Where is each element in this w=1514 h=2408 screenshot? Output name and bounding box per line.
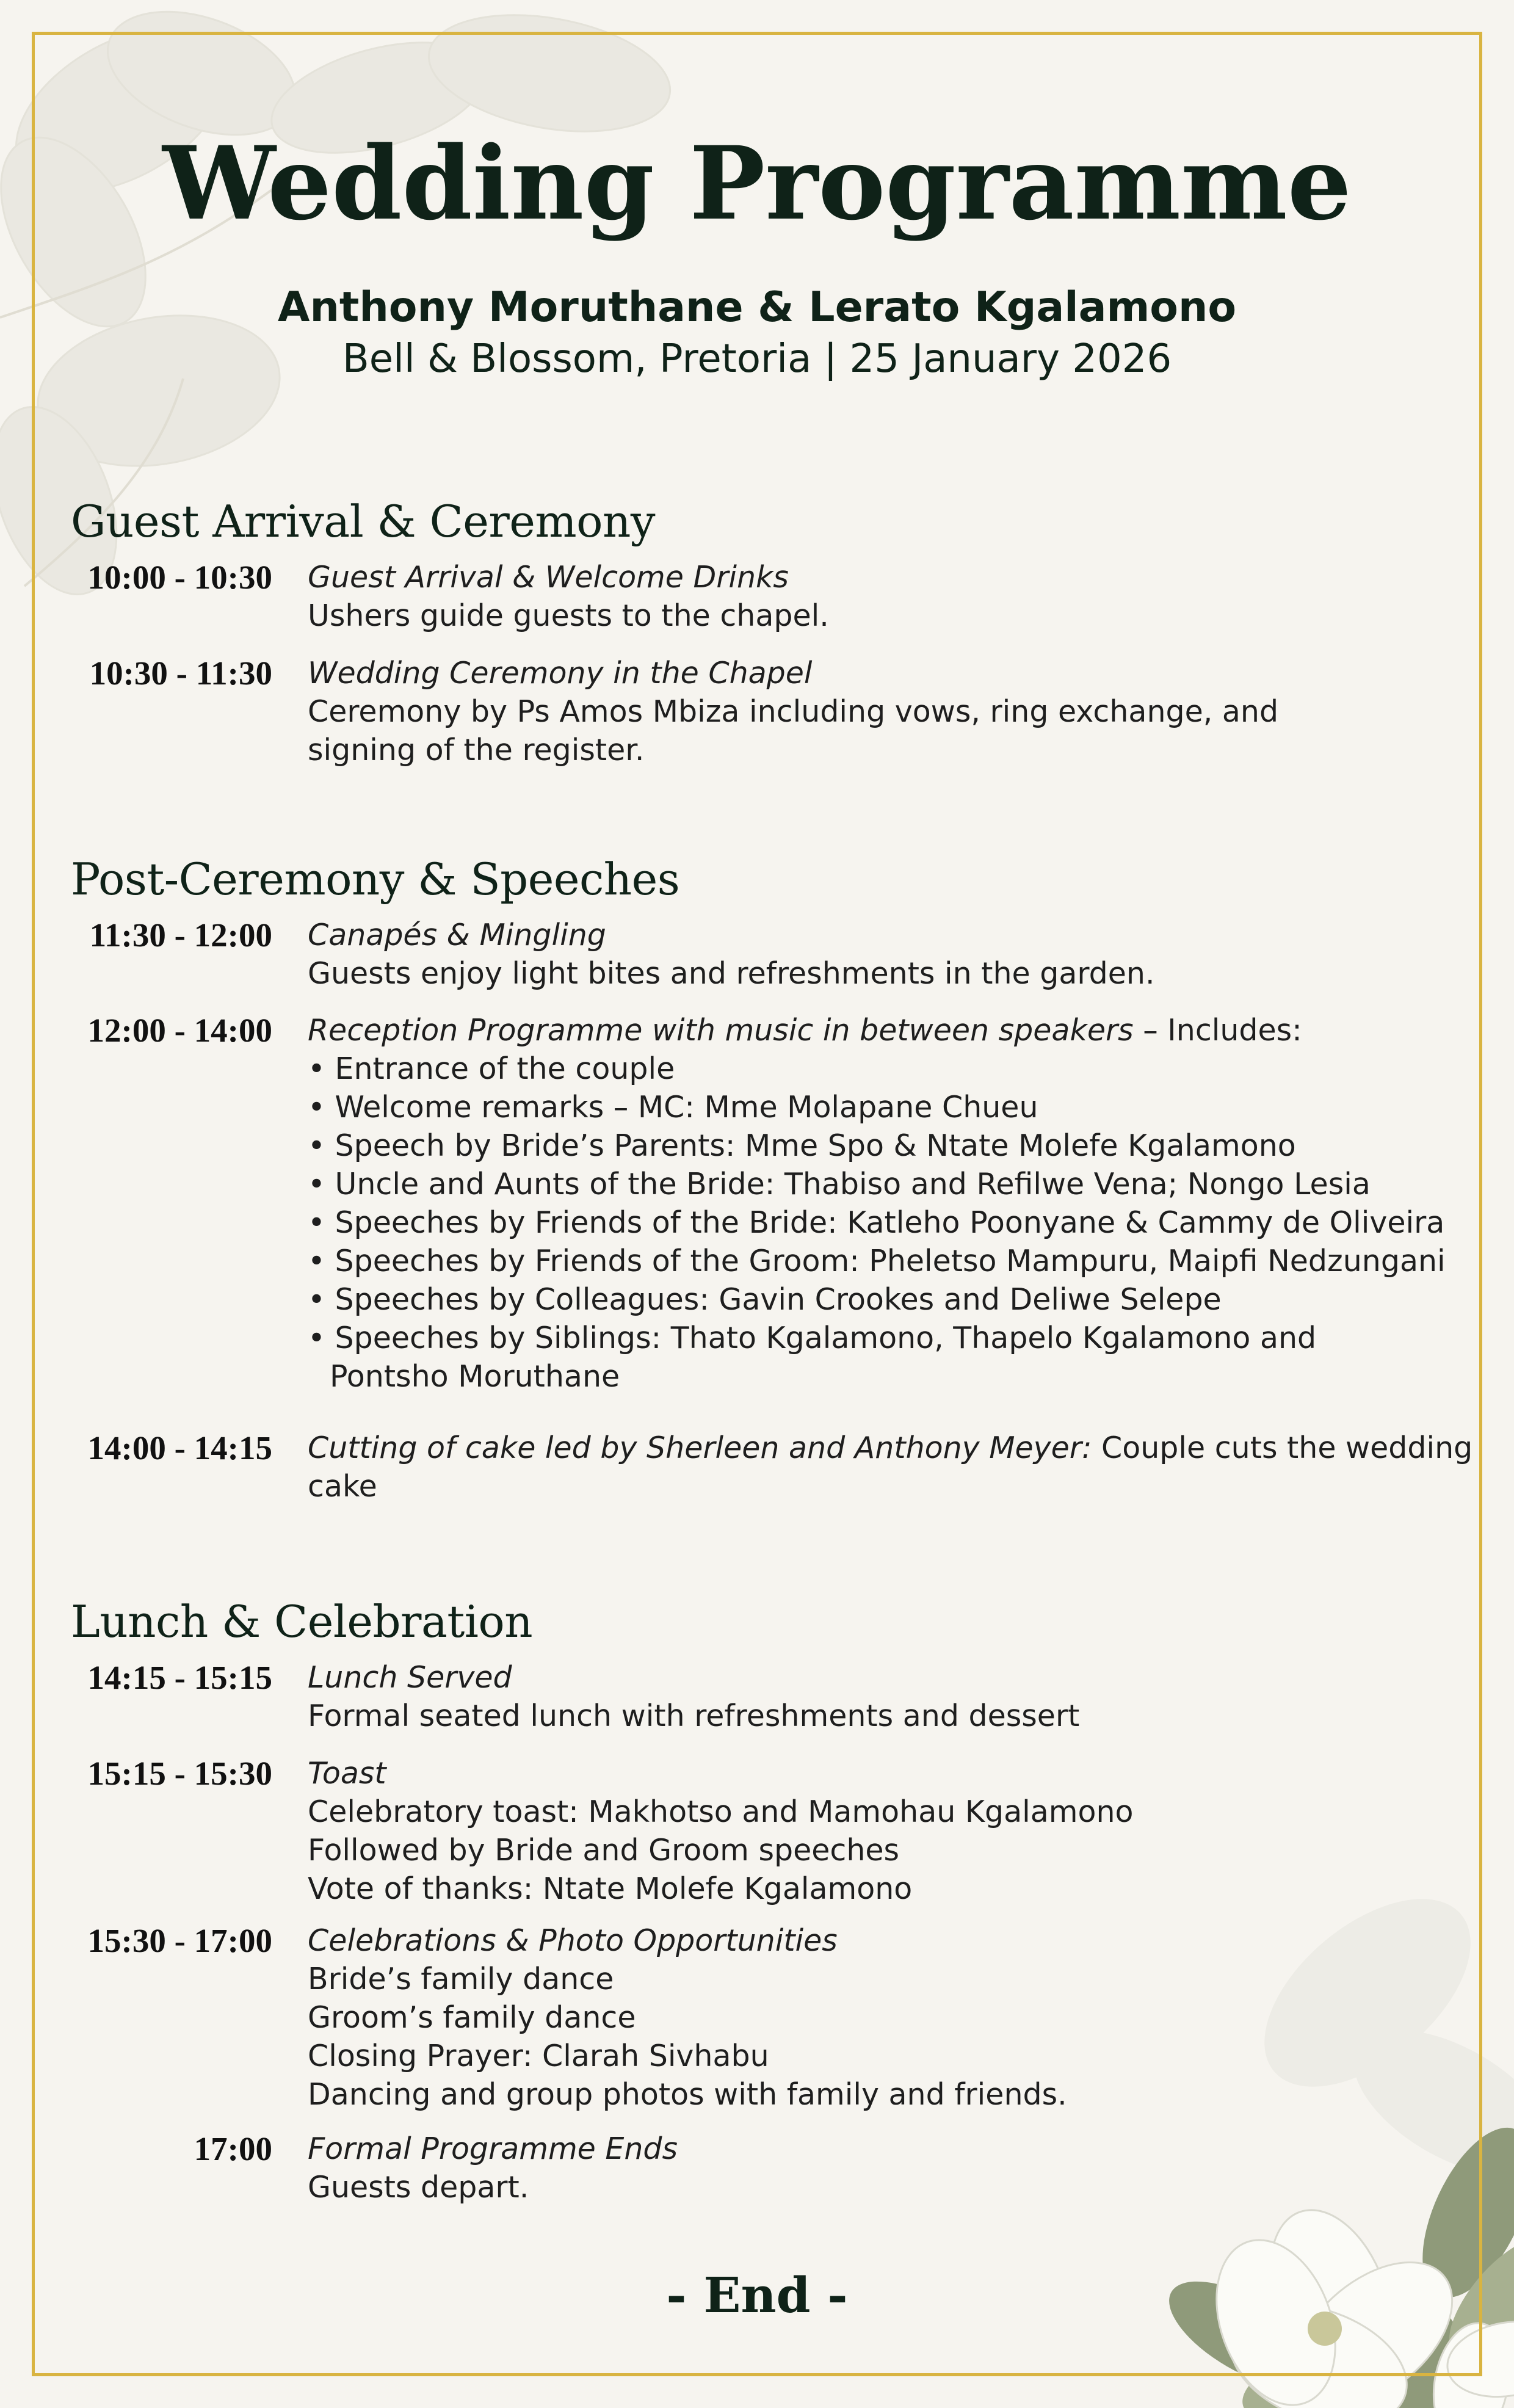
event-heading: Guest Arrival & Welcome Drinks [308,560,789,595]
end-marker: - End - [666,2266,848,2324]
event-detail: Guests depart. [308,2170,529,2205]
event-detail: Vote of thanks: Ntate Molefe Kgalamono [308,1871,913,1906]
event-time: 14:00 - 14:15 [87,1429,272,1467]
event-heading: Celebrations & Photo Opportunities [308,1923,838,1958]
event-detail: Guests enjoy light bites and refreshments in the garden. [308,956,1155,991]
event-toast [308,1754,1419,1908]
event-celebrations [308,1921,1419,2114]
event-detail: Followed by Bride and Groom speeches [308,1833,900,1868]
page-title: Wedding Programme [162,124,1352,242]
bullet-item: Speeches by Colleagues: Gavin Crookes and Deliwe Selepe [335,1282,1222,1317]
bullet-item: Speeches by Siblings: Thato Kgalamono, Thapelo Kgalamono and Pontsho Moruthane [330,1321,1317,1394]
event-time: 17:00 [194,2130,272,2167]
event-detail: Dancing and group photos with family and friends. [308,2077,1067,2112]
event-wedding-ceremony [308,654,1419,769]
bullet-item: Entrance of the couple [335,1051,675,1086]
event-cake-cutting [308,1429,1473,1506]
event-heading: Cutting of cake led by Sherleen and Anthony Meyer: [308,1431,1092,1465]
event-detail: cake [308,1469,377,1504]
event-guest-arrival [308,558,1419,635]
event-heading: Wedding Ceremony in the Chapel [308,656,813,691]
event-heading: Canapés & Mingling [308,918,606,952]
event-time: 10:00 - 10:30 [87,559,272,596]
event-heading: Reception Programme with music in between speakers [308,1013,1134,1048]
event-time: 15:15 - 15:30 [87,1755,272,1792]
couple-names: Anthony Moruthane & Lerato Kgalamono [277,283,1237,332]
event-detail: Celebratory toast: Makhotso and Mamohau Kgalamono [308,1794,1134,1829]
bullet-item: Uncle and Aunts of the Bride: Thabiso and Refilwe Vena; Nongo Lesia [335,1167,1371,1202]
event-time: 15:30 - 17:00 [87,1922,272,1959]
event-programme-ends [308,2130,1419,2207]
event-reception-programme: Reception Programme with music in between speakers – Includes: • Entrance of the couple • Welcome remarks – MC: Mme Molapane Chueu • Speech by Bride’s Parents: Mme Spo & Ntate Molefe Kgalamono • Uncle and Aunts of the Bride: Thabiso and Refilwe Vena; Nongo Lesia • Speeches by Friends of the Bride: Katleho Poonyane & Cammy de Oliveira • Speeches by Friends of the Groom: Pheletso Mampuru, Maipfi Nedzungani • Speeches by Colleagues: Gavin Crookes and Deliwe Selepe • Speeches by Siblings: Thato Kgalamono, Thapelo Kgalamono and Pontsho Moruthane [308,1013,1446,1394]
event-detail: Formal seated lunch with refreshments and dessert [308,1699,1080,1733]
section-title-post-ceremony: Post-Ceremony & Speeches [71,854,680,905]
section-title-lunch-celebration: Lunch & Celebration [71,1596,533,1647]
event-canapes [308,916,1419,993]
event-time: 10:30 - 11:30 [89,655,272,692]
event-time: 14:15 - 15:15 [87,1659,272,1696]
event-detail: Ushers guide guests to the chapel. [308,598,829,633]
event-time: 12:00 - 14:00 [87,1012,272,1049]
bullet-item: Speech by Bride’s Parents: Mme Spo & Ntate Molefe Kgalamono [335,1128,1296,1163]
event-detail: Ceremony by Ps Amos Mbiza including vows, ring exchange, and [308,694,1279,729]
event-detail: signing of the register. [308,733,645,767]
venue-and-date: Bell & Blossom, Pretoria | 25 January 2026 [342,336,1172,382]
event-heading-suffix: – Includes: [1133,1013,1302,1048]
event-heading: Lunch Served [308,1660,512,1695]
bullet-item: Speeches by Friends of the Groom: Pheletso Mampuru, Maipfi Nedzungani [335,1244,1446,1278]
bullet-item: Speeches by Friends of the Bride: Katleho Poonyane & Cammy de Oliveira [335,1205,1445,1240]
event-detail: Closing Prayer: Clarah Sivhabu [308,2039,769,2073]
bullet-item: Welcome remarks – MC: Mme Molapane Chueu [335,1090,1038,1125]
event-time: 11:30 - 12:00 [89,916,272,954]
event-lunch [308,1658,1419,1735]
event-detail: Bride’s family dance [308,1962,614,1996]
event-heading: Formal Programme Ends [308,2131,678,2166]
section-title-guest-arrival: Guest Arrival & Ceremony [71,496,656,547]
event-heading: Toast [308,1756,386,1791]
event-heading-suffix: Couple cuts the wedding [1092,1431,1473,1465]
event-detail: Groom’s family dance [308,2000,636,2035]
